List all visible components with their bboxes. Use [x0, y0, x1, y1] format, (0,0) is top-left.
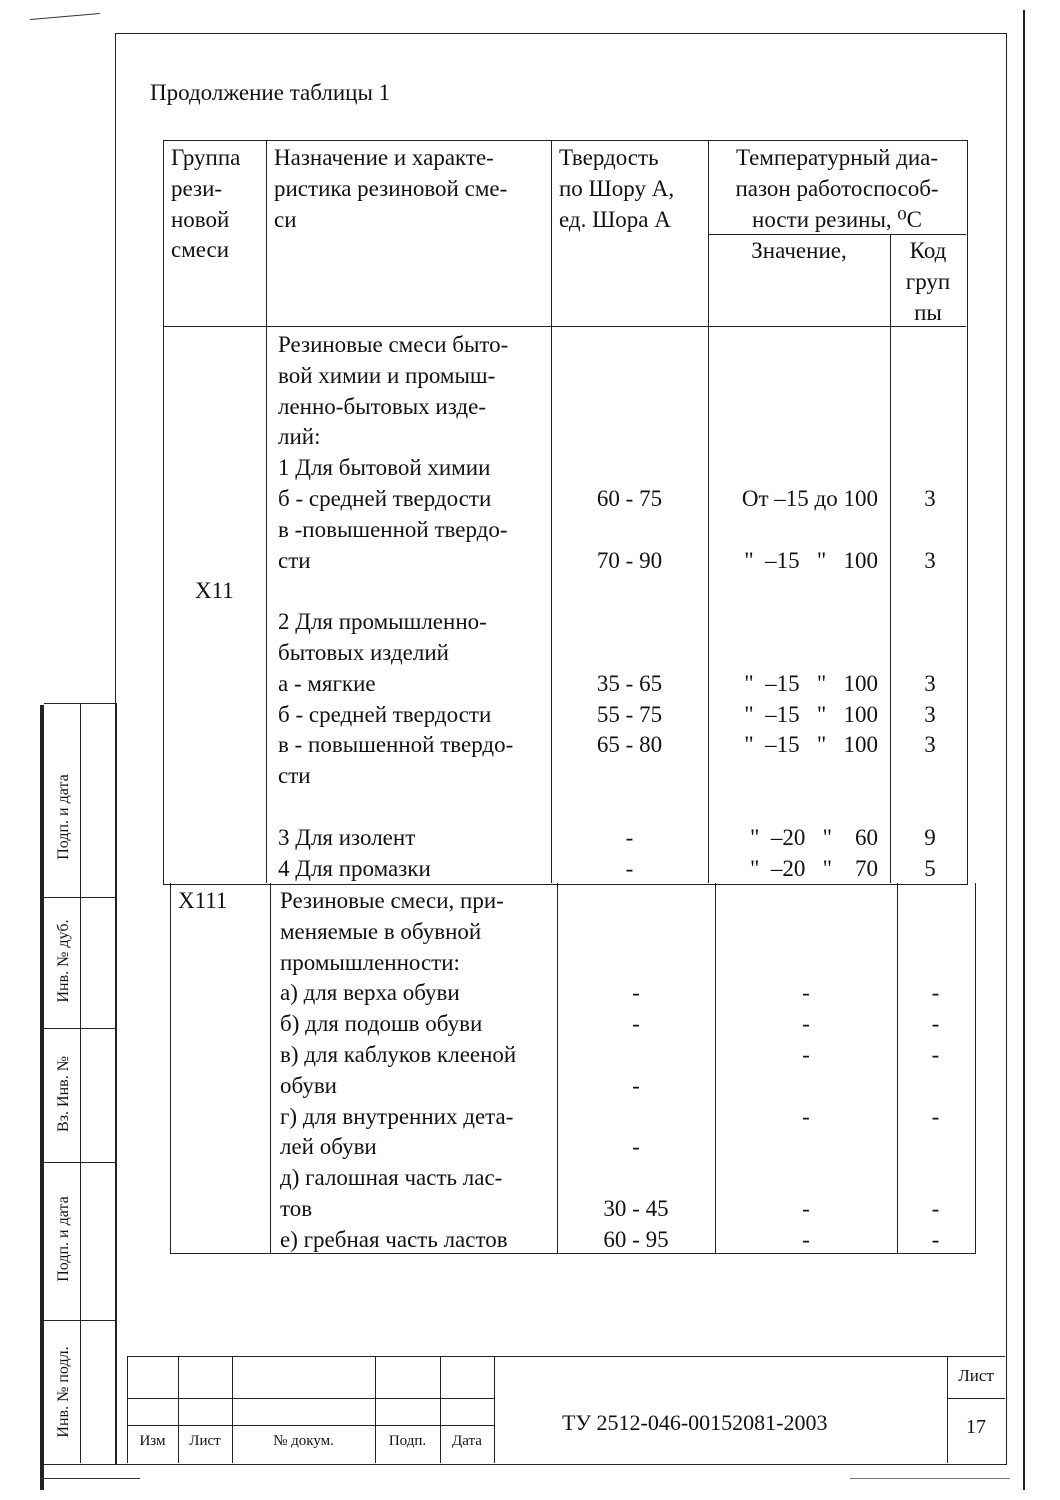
- header-hardness: Твердость по Шору А, ед. Шора А: [559, 145, 675, 232]
- row-x111-temp: - - - - - -: [802, 980, 810, 1252]
- header-temp: Температурный диа- пазон работоспособ- ности резины, ⁰C: [735, 145, 939, 232]
- lower-col-line-1: [270, 883, 271, 1253]
- stamp-list-label: Лист: [189, 1433, 221, 1449]
- row-x111-purpose: Резиновые смеси, при- меняемые в обувной промышленности: а) для верха обуви б) для подошв обуви в) для каблуков клееной обуви г) для внутренних дета- лей обуви д) галошная часть лас- тов е) гребная часть ластов: [280, 888, 517, 1252]
- row-x11-group: Х11: [195, 578, 234, 603]
- stamp-sheet-line: [947, 1398, 1005, 1399]
- row-x11-temp: От –15 до 100 " –15 " 100 " –15 " 100 " –15 " 100 " –15 " 100 " –20 " 60 " –20 " 70: [741, 485, 878, 881]
- side-label-podp-data-upper: Подп. и дата: [55, 774, 72, 860]
- stamp-row-2: [127, 1425, 494, 1426]
- top-left-edge-mark: [30, 13, 100, 20]
- row-x111-code: - - - - - -: [931, 980, 940, 1252]
- bottom-left-edge-mark: [40, 1478, 140, 1479]
- table-caption: Продолжение таблицы 1: [150, 80, 391, 105]
- header-group: Группа рези- новой смеси: [171, 145, 241, 263]
- stamp-podp-label: Подп.: [388, 1433, 427, 1449]
- side-strip-sep-4: [44, 1320, 116, 1321]
- row-x11-purpose: Резиновые смеси быто- вой химии и промыш- ленно-бытовых изде- лий: 1 Для бытовой химии б - средней твердости в -повышенной твердо- сти 2 Для промышленно- бытовых изделий а - мягкие б - средней твердости в - повышенной твердо- сти 3 Для изолент 4 Для промазки: [278, 332, 514, 881]
- side-strip-divider: [80, 703, 81, 1463]
- stamp-doc-label: № докум.: [273, 1433, 334, 1449]
- bottom-right-edge-mark: [850, 1478, 1010, 1479]
- header-bottom-line: [163, 326, 966, 327]
- side-label-vz-inv: Вз. Инв. №: [55, 1056, 72, 1132]
- side-label-inv-podl: Инв. № подл.: [55, 1346, 72, 1438]
- side-strip-sep-1: [44, 897, 116, 898]
- stamp-row-1: [127, 1398, 494, 1399]
- side-strip-sep-2: [44, 1028, 116, 1029]
- row-x11-code: 3 3 3 3 3 9 5: [924, 485, 936, 881]
- header-purpose: Назначение и характе- ристика резиновой сме- си: [274, 145, 508, 232]
- stamp-top-line: [127, 1356, 1005, 1357]
- sheet-number: 17: [966, 1416, 986, 1438]
- document-code: ТУ 2512-046-00152081-2003: [562, 1410, 828, 1435]
- header-temp-value: Значение,: [751, 238, 847, 263]
- right-page-edge: [1023, 10, 1025, 1490]
- row-x11-hardness: 60 - 75 70 - 90 35 - 65 55 - 75 65 - 80 - -: [596, 485, 663, 881]
- stamp-data-label: Дата: [452, 1433, 482, 1449]
- row-x111-hardness: - - - - 30 - 45 60 - 95: [603, 980, 669, 1252]
- sheet-label: Лист: [958, 1366, 994, 1385]
- stamp-izm-label: Изм: [139, 1433, 166, 1449]
- row-x111-group: Х111: [178, 888, 228, 913]
- side-label-podp-data-lower: Подп. и дата: [55, 1196, 72, 1282]
- side-label-inv-dub: Инв. № дуб.: [55, 919, 72, 1003]
- stamp-col-5: [494, 1356, 495, 1463]
- side-strip-sep-3: [44, 1162, 116, 1163]
- col-line-1: [266, 140, 267, 883]
- header-temp-code: Код груп пы: [905, 238, 951, 325]
